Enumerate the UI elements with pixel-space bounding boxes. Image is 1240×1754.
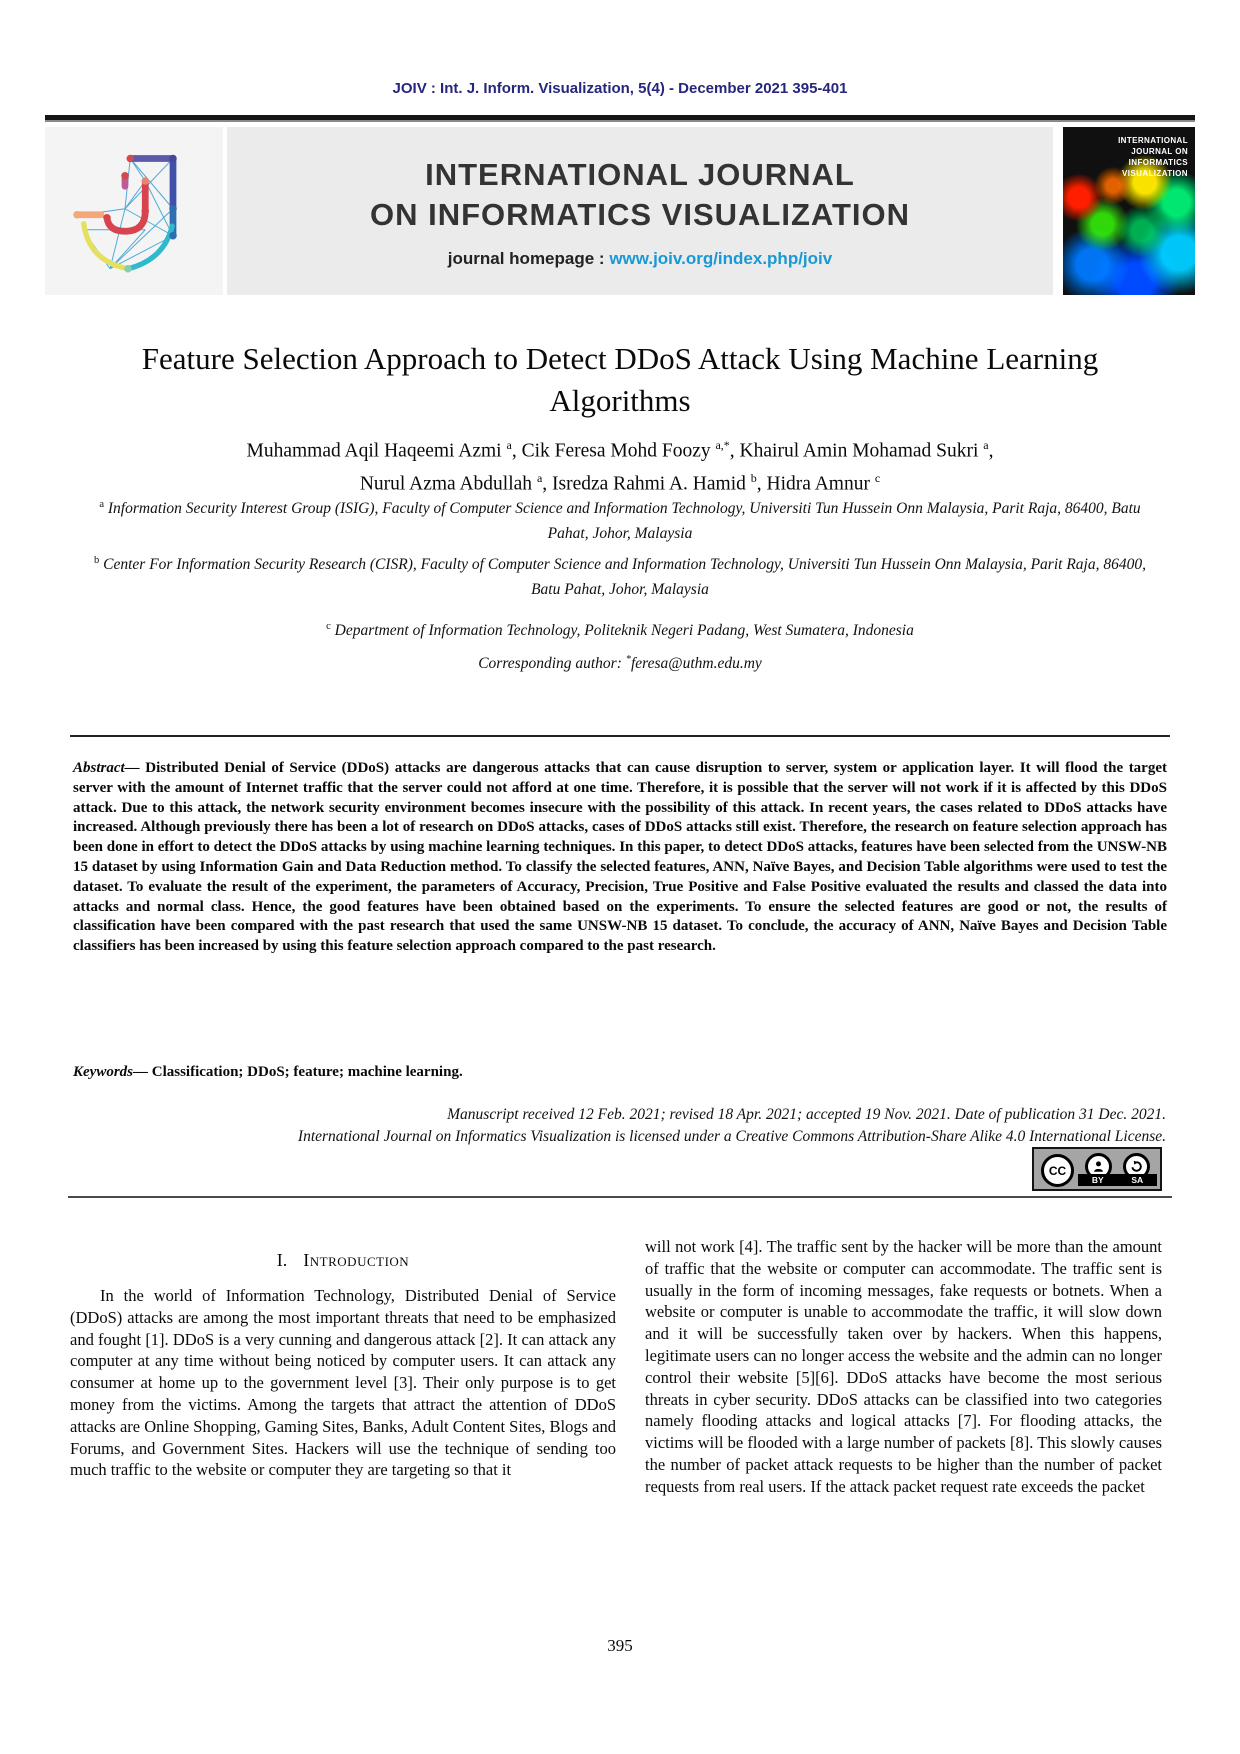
cc-icon: CC [1041, 1154, 1074, 1187]
journal-banner [45, 127, 1195, 295]
cc-license-badge[interactable] [1032, 1147, 1162, 1191]
author-affiliation-mark: a [983, 438, 989, 452]
author-name: Khairul Amin Mohamad Sukri [739, 440, 979, 462]
cover-title-line: INFORMATICS [1128, 158, 1188, 167]
author-list [70, 432, 1170, 497]
header-divider [45, 115, 1195, 122]
author-separator: , [511, 440, 522, 462]
cc-sa-label: SA [1131, 1175, 1144, 1185]
author-affiliation-mark: c [874, 470, 881, 485]
author-separator: , [988, 440, 994, 462]
author-separator: , [756, 473, 767, 494]
author-affiliation-mark: a [506, 438, 512, 452]
keywords [73, 1064, 1167, 1081]
section-title: Introduction [303, 1250, 410, 1270]
affiliation-list [90, 492, 1150, 677]
author-name: Cik Feresa Mohd Foozy [521, 440, 711, 462]
affiliation-mark: c [326, 621, 331, 633]
author-affiliation-mark: a,* [715, 438, 730, 452]
affiliation-c [90, 614, 1150, 643]
author-name: Hidra Amnur [766, 473, 870, 494]
keywords-text: Classification; DDoS; feature; machine learning. [148, 1064, 463, 1080]
author-name: Nurul Azma Abdullah [359, 473, 533, 494]
right-column [645, 1236, 1162, 1498]
author-name: Muhammad Aqil Haqeemi Azmi [246, 440, 502, 462]
corresponding-mark: * [625, 654, 631, 666]
author-separator: , [542, 473, 553, 494]
left-column [70, 1250, 616, 1481]
section-heading-introduction [70, 1250, 616, 1271]
manuscript-meta [70, 1104, 1166, 1147]
journal-title-line1: INTERNATIONAL JOURNAL [425, 157, 855, 192]
intro-paragraph-right: will not work [4]. The traffic sent by the hacker will be more than the amount of traffic that the website or computer can accommodate. The traffic sent is usually in the form of incoming messages, fake requests or botnets. When a website or computer is unable to accommodate the traffic, it will slow down and it will be successfully taken over by hackers. When this happens, legitimate users can no longer access the website and the admin can no longer control their website [5][6]. DDoS attacks have become the most serious threats in cyber security. DDoS attacks can be classified into two categories namely flooding attacks and logical attacks [7]. For flooding attacks, the victims will be flooded with a large number of packets [8]. This slowly causes the number of packet attack requests to be higher than the number of packet requests from real users. If the attack packet request rate exceeds the packet [645, 1237, 1162, 1496]
paper-title: Feature Selection Approach to Detect DDoS Attack Using Machine Learning Algorithms [141, 341, 1099, 418]
abstract-label: Abstract— [73, 760, 140, 776]
affiliation-text: Center For Information Security Research (CISR), Faculty of Computer Science and Information Technology, Universiti Tun Hussein Onn Malaysia, Parit Raja, 86400, Batu Pahat, Johor, Malaysia [99, 556, 1146, 599]
body-divider [68, 1196, 1172, 1198]
homepage-label: journal homepage : [447, 249, 610, 268]
banner-center [227, 127, 1053, 295]
cover-title-line: VISUALIZATION [1122, 169, 1188, 178]
cc-badge-labels [1078, 1174, 1157, 1186]
abstract-divider [70, 735, 1170, 737]
affiliation-a [90, 492, 1150, 546]
page-number: 395 [607, 1636, 633, 1655]
cover-title-line: JOURNAL ON [1131, 147, 1188, 156]
cover-title [1063, 127, 1195, 179]
abstract [73, 759, 1167, 957]
license-statement: International Journal on Informatics Visualization is licensed under a Creative Commons Attribution-Share Alike 4.0 International License. [297, 1127, 1166, 1145]
author-separator: , [729, 440, 740, 462]
journal-citation: JOIV : Int. J. Inform. Visualization, 5(4) - December 2021 395-401 [392, 80, 848, 97]
affiliation-mark: a [99, 499, 104, 510]
author-affiliation-mark: b [750, 470, 757, 485]
cover-title-line: INTERNATIONAL [1118, 136, 1188, 145]
keywords-label: Keywords— [73, 1064, 148, 1080]
affiliation-text: Information Security Interest Group (ISIG), Faculty of Computer Science and Information Technology, Universiti Tun Hussein Onn Malaysia, Parit Raja, 86400, Batu Pahat, Johor, Malaysia [104, 500, 1141, 543]
journal-cover-thumbnail [1063, 127, 1195, 295]
author-name: Isredza Rahmi A. Hamid [552, 473, 746, 494]
joiv-logo-icon [59, 136, 209, 286]
journal-title-line2: ON INFORMATICS VISUALIZATION [369, 197, 911, 232]
homepage-link[interactable]: www.joiv.org/index.php/joiv [609, 249, 833, 268]
abstract-text: Distributed Denial of Service (DDoS) attacks are dangerous attacks that can cause disruption to server, system or application layer. It will flood the target server with the amount of Internet traffic that the server could not afford at one time. Therefore, it is possible that the server will not work if it is affected by this DDoS attack. Due to this attack, the network security environment becomes insecure with the possibility of this attack. In recent years, the cases related to DDoS attacks have increased. Although previously there has been a lot of research on DDoS attacks, cases of DDoS attacks still exist. Therefore, the research on feature selection approach has been done in effort to detect the DDoS attacks by using machine learning techniques. In this paper, to detect DDoS attacks, features have been selected from the UNSW-NB 15 dataset by using Information Gain and Data Reduction method. To classify the selected features, ANN, Naïve Bayes, and Decision Table algorithms were used to test the dataset. To evaluate the result of the experiment, the parameters of Accuracy, Precision, True Positive and False Positive evaluated the results and classed the data into attacks and normal class. Hence, the good features have been obtained based on the experiments. To ensure the selected features are good or not, the results of classification have been compared with the past research that used the same UNSW-NB 15 dataset. To conclude, the accuracy of ANN, Naïve Bayes and Decision Table classifiers has been increased by using this feature selection approach compared to the past research. [73, 760, 1167, 955]
affiliation-mark: b [94, 555, 100, 567]
affiliation-text: Department of Information Technology, Politeknik Negeri Padang, West Sumatera, Indonesia [330, 622, 914, 640]
corresponding-author [90, 647, 1150, 676]
author-line-1 [70, 432, 1170, 465]
author-affiliation-mark: a [536, 470, 543, 485]
cc-by-label: BY [1091, 1175, 1104, 1185]
affiliation-b [90, 548, 1150, 602]
journal-homepage [227, 249, 1053, 269]
manuscript-dates: Manuscript received 12 Feb. 2021; revised 18 Apr. 2021; accepted 19 Nov. 2021. Date of publication 31 Dec. 2021. [447, 1106, 1166, 1123]
intro-paragraph-left: In the world of Information Technology, Distributed Denial of Service (DDoS) attacks are among the most important threats that need to be emphasized and fought [1]. DDoS is a very cunning and dangerous attack [2]. It can attack any computer at any time without being noticed by computer users. It can attack any consumer at home up to the government level [3]. Their only purpose is to get money from the victims. Among the targets that attract the attention of DDoS attacks are Online Shopping, Gaming Sites, Banks, Adult Content Sites, Blogs and Forums, and Government Sites. Hackers will use the technique of sending too much traffic to the website or computer they are targeting so that it [70, 1286, 616, 1480]
section-number: I. [276, 1250, 288, 1270]
corresponding-label: Corresponding author: [478, 655, 626, 673]
joiv-logo [45, 127, 223, 295]
corresponding-email: feresa@uthm.edu.my [631, 655, 762, 673]
